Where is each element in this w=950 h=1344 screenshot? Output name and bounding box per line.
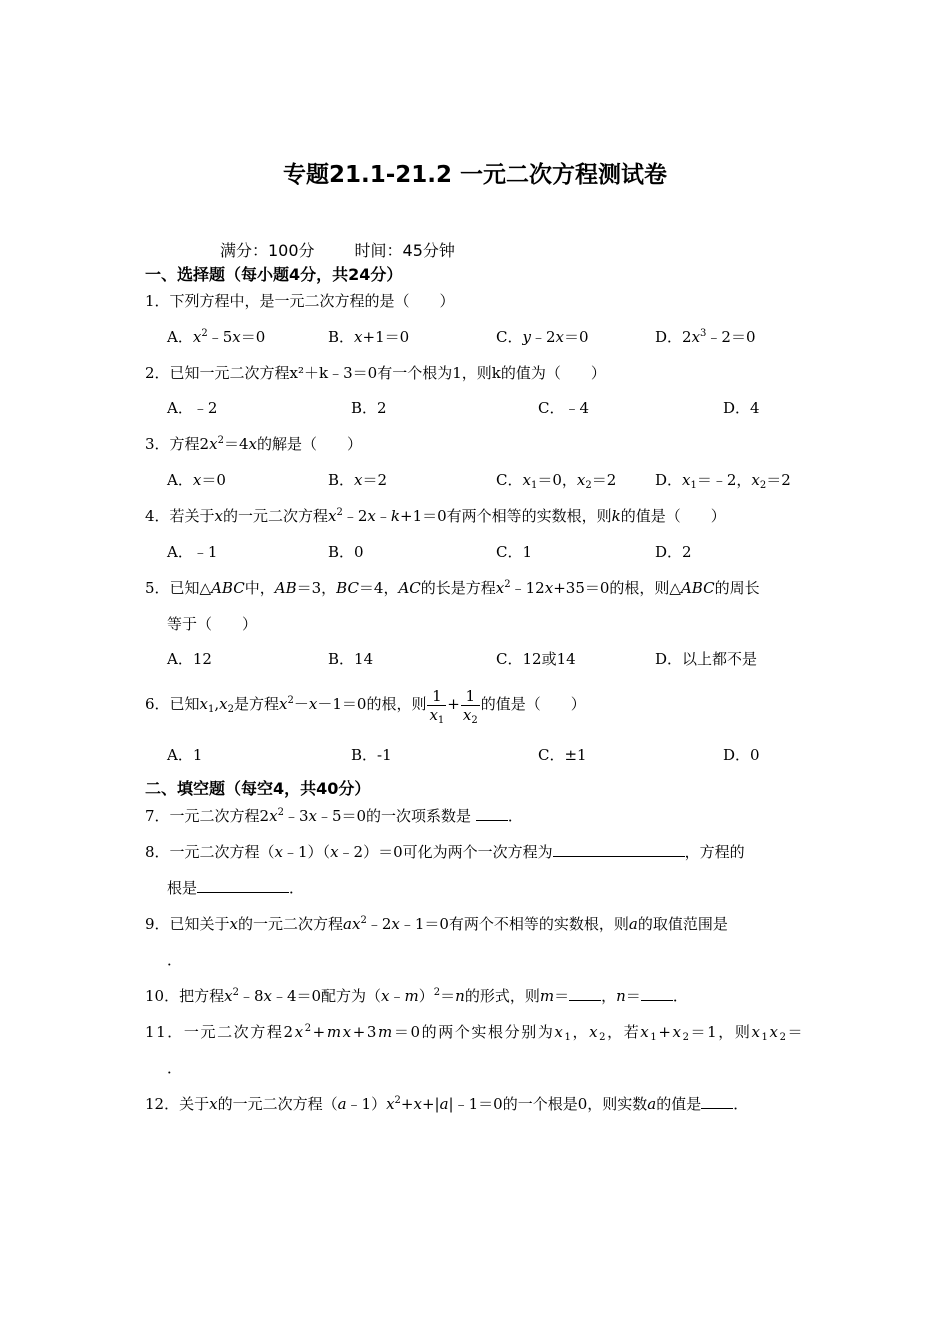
question-10: 10．把方程$x^2﹣8x﹣4=0$配方为（x﹣m）$^2$＝n的形式，则m＝ ，n＝ ． bbox=[145, 987, 688, 1005]
question-6: 6．已知$x_1,x_2$是方程$x^2-x-1=0$的根，则 $\frac{1}{x_1}$ + $\frac{1}{x_2}$ 的值是（ ） bbox=[145, 686, 586, 726]
option-1a: A．$x^2﹣5x=0$ bbox=[167, 328, 266, 346]
option-3a: A．x＝0 bbox=[167, 471, 226, 489]
option-1d: D．$2x^3﹣2=0$ bbox=[655, 328, 756, 346]
option-4a: A．﹣1 bbox=[167, 543, 218, 561]
answer-blank[interactable] bbox=[476, 806, 508, 821]
question-3: 3．方程$2x^2=4x$的解是（ ） bbox=[145, 435, 362, 453]
option-2d: D．4 bbox=[723, 399, 760, 417]
option-3b: B．x＝2 bbox=[328, 471, 388, 489]
question-12: 12．关于x的一元二次方程$(a﹣1)x^2+x+|a|﹣1=0$的一个根是0，则实数a的值是 ． bbox=[145, 1095, 749, 1113]
option-2b: B．2 bbox=[351, 399, 387, 417]
option-5d: D．以上都不是 bbox=[655, 650, 758, 668]
answer-blank[interactable] bbox=[641, 986, 673, 1001]
question-9: 9．已知关于x的一元二次方程$ax^2﹣2x﹣1=0$有两个不相等的实数根，则a的取值范围是 bbox=[145, 915, 728, 933]
option-4b: B．0 bbox=[328, 543, 364, 561]
option-5a: A．12 bbox=[167, 650, 212, 668]
answer-blank[interactable] bbox=[569, 986, 601, 1001]
answer-blank[interactable] bbox=[197, 878, 289, 893]
question-8-continued: 根是 ． bbox=[167, 879, 305, 897]
time-limit: 时间：45分钟 bbox=[354, 241, 455, 260]
option-4d: D．2 bbox=[655, 543, 692, 561]
question-1: 1．下列方程中，是一元二次方程的是（ ） bbox=[145, 292, 455, 310]
question-4: 4．若关于x的一元二次方程$x^2﹣2x﹣k+1=0$有两个相等的实数根，则k的值是（ ） bbox=[145, 507, 726, 525]
question-11: 11．一元二次方程$2x^2+mx+3m=0$的两个实根分别为$x_1$，$x_2$，若$x_1+x_2=1$，则$x_1x_2=$ bbox=[145, 1023, 805, 1043]
option-6a: A．1 bbox=[167, 746, 203, 764]
option-3c: C．$x_1=0$，$x_2=2$ bbox=[496, 471, 617, 491]
option-2a: A．﹣2 bbox=[167, 399, 218, 417]
option-4c: C．1 bbox=[496, 543, 533, 561]
full-score: 满分：100分 bbox=[220, 241, 315, 260]
option-6b: B．-1 bbox=[351, 746, 392, 764]
answer-blank[interactable] bbox=[553, 842, 685, 857]
option-6d: D．0 bbox=[723, 746, 760, 764]
option-1c: C．y﹣2x＝0 bbox=[496, 328, 589, 346]
question-2: 2．已知一元二次方程x²＋k﹣3＝0有一个根为1，则k的值为（ ） bbox=[145, 364, 606, 382]
option-5b: B．14 bbox=[328, 650, 374, 668]
answer-blank[interactable] bbox=[701, 1094, 733, 1109]
page-title: 专题21.1-21.2 一元二次方程测试卷 bbox=[282, 162, 668, 188]
option-1b: B．x+1＝0 bbox=[328, 328, 410, 346]
section-heading-fill: 二、填空题（每空4，共40分） bbox=[145, 779, 371, 798]
option-2c: C．﹣4 bbox=[538, 399, 590, 417]
question-5: 5．已知△ABC中，AB＝3，BC＝4，AC的长是方程$x^2﹣12x+35=0$的根，则△ABC的周长 bbox=[145, 579, 760, 597]
question-9-continued: ． bbox=[167, 951, 183, 969]
question-11-continued: ． bbox=[167, 1059, 183, 1077]
question-7: 7．一元二次方程$2x^2﹣3x﹣5=0$的一次项系数是 ． bbox=[145, 807, 523, 825]
section-heading-choice: 一、选择题（每小题4分，共24分） bbox=[145, 265, 403, 284]
option-6c: C．±1 bbox=[538, 746, 587, 764]
option-3d: D．$x_1=﹣2$，$x_2=2$ bbox=[655, 471, 791, 491]
question-8: 8．一元二次方程（x﹣1）（x﹣2）＝0可化为两个一次方程为 ，方程的 bbox=[145, 843, 745, 861]
option-5c: C．12或14 bbox=[496, 650, 576, 668]
question-5-continued: 等于（ ） bbox=[167, 615, 258, 633]
exam-info bbox=[220, 241, 455, 261]
